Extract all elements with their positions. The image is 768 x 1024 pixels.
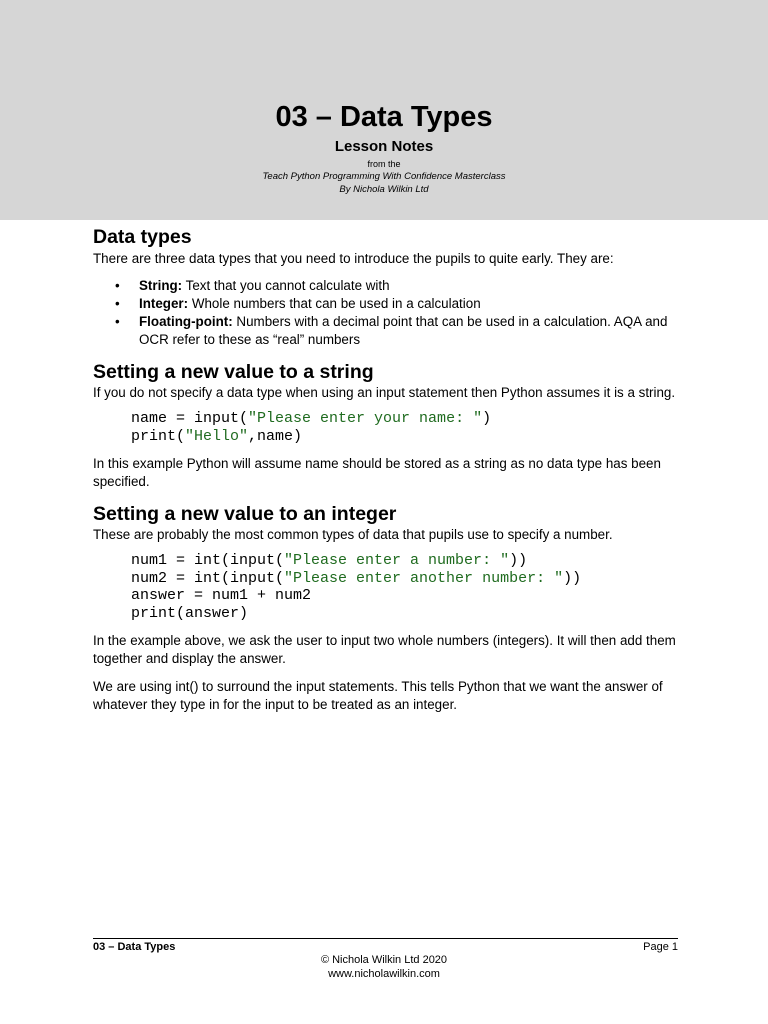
section-paragraph: We are using int() to surround the input statements. This tells Python that we want the answer of whatever they type in for the input to be treated as an integer. <box>93 679 663 712</box>
list-item <box>115 277 678 295</box>
code-text: print(answer) <box>131 604 249 622</box>
section-data-types <box>93 225 678 349</box>
footer-credits <box>0 953 768 981</box>
bullet-icon: • <box>115 296 120 311</box>
document-body <box>93 224 678 714</box>
code-text: ,name) <box>248 427 303 445</box>
document-title: 03 – Data Types <box>275 101 493 133</box>
code-text: )) <box>509 552 528 569</box>
section-paragraph: If you do not specify a data type when using an input statement then Python assumes it is a string. <box>93 385 676 400</box>
author-line: By Nichola Wilkin Ltd <box>339 184 429 195</box>
code-text: )) <box>563 569 582 587</box>
from-label: from the <box>367 159 401 169</box>
list-description: Numbers with a decimal point that can be used in a calculation. AQA and OCR refer to these as “real” numbers <box>139 314 668 347</box>
code-block <box>131 410 678 445</box>
section-heading: Data types <box>93 226 192 248</box>
bullet-icon: • <box>115 278 120 293</box>
footer-divider <box>93 938 678 939</box>
title-banner <box>0 0 768 220</box>
list-item <box>115 313 678 349</box>
footer-title: 03 – Data Types <box>93 941 176 953</box>
code-text: answer = num1 + num2 <box>131 587 312 604</box>
section-paragraph: These are probably the most common types of data that pupils use to specify a number. <box>93 527 613 542</box>
code-text: num2 = int(input( <box>131 569 285 587</box>
list-description: Text that you cannot calculate with <box>182 278 390 293</box>
code-text: name = input( <box>131 410 249 427</box>
code-text: ) <box>482 410 492 427</box>
list-term: Floating-point: <box>139 314 233 329</box>
section-paragraph: There are three data types that you need to introduce the pupils to quite early. They are: <box>93 251 614 266</box>
data-types-list <box>93 277 678 349</box>
code-string: "Please enter another number: " <box>284 569 564 587</box>
course-name: Teach Python Programming With Confidence Masterclass <box>262 171 506 182</box>
section-heading: Setting a new value to a string <box>93 361 374 383</box>
list-term: Integer: <box>139 296 189 311</box>
code-string: "Please enter your name: " <box>248 410 483 427</box>
document-subtitle: Lesson Notes <box>334 138 434 155</box>
section-heading: Setting a new value to an integer <box>93 503 397 525</box>
section-paragraph: In the example above, we ask the user to input two whole numbers (integers). It will then add them together and display the answer. <box>93 633 676 666</box>
website-link[interactable]: www.nicholawilkin.com <box>328 968 440 980</box>
code-string: "Please enter a number: " <box>284 552 510 569</box>
list-item <box>115 295 678 313</box>
list-term: String: <box>139 278 183 293</box>
section-integer <box>93 502 678 714</box>
section-paragraph: In this example Python will assume name should be stored as a string as no data type has been specified. <box>93 456 661 489</box>
code-string: "Hello" <box>185 427 249 445</box>
code-block <box>131 552 678 622</box>
page-number: Page 1 <box>643 941 678 953</box>
copyright-text: © Nichola Wilkin Ltd 2020 <box>320 954 448 966</box>
list-description: Whole numbers that can be used in a calculation <box>188 296 481 311</box>
bullet-icon: • <box>115 314 120 329</box>
code-text: num1 = int(input( <box>131 552 285 569</box>
code-text: print( <box>131 427 186 445</box>
section-string <box>93 360 678 491</box>
